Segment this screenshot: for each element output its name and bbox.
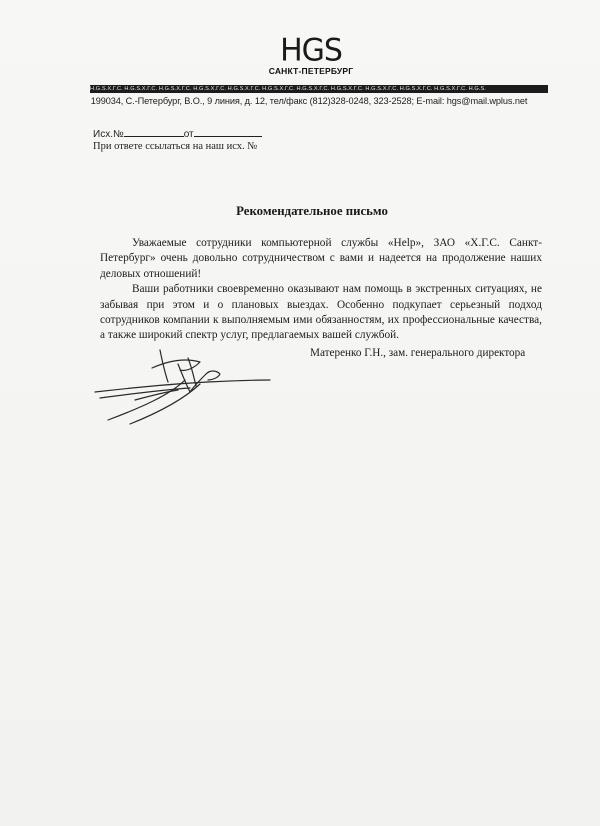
letterhead-band <box>90 85 548 93</box>
company-logo <box>0 32 600 76</box>
handwritten-signature <box>90 340 300 430</box>
outgoing-number-label: Исх.№ <box>93 129 124 140</box>
outgoing-reference-line <box>93 127 262 140</box>
outgoing-number-blank <box>124 127 184 137</box>
logo-city: САНКТ-ПЕТЕРБУРГ <box>268 66 354 76</box>
date-label: от <box>183 129 194 140</box>
letter-title: Рекомендательное письмо <box>236 204 388 218</box>
letterhead-band-text: H.G.S.X.Г.C. H.G.S.X.Г.C. H.G.S.X.Г.C. H.G.S.X.Г.C. H.G.S.X.Г.C. H.G.S.X.Г.C. H.G.S.X.Г.C. H.G.S.X.Г.C. H.G.S.X.Г.C. H.G.S.X.Г.C. H.G.S.X.Г.C. H.G.S. <box>90 86 486 92</box>
logo-wordmark: HGS <box>280 32 342 69</box>
date-blank <box>194 127 262 137</box>
letter-body <box>100 236 542 344</box>
company-address: 199034, С.-Петербург, В.О., 9 линия, д. 12, тел/факс (812)328-0248, 323-2528; E-mail: hgs@mail.wplus.net <box>90 96 528 106</box>
letter-paragraph-2: Ваши работники своевременно оказывают нам помощь в экстренных ситуациях, не забывая при этом и о плановых выездах. Особенно подкупает серьезный подход сотрудников компании к выполняемым ими обязанностям, их профессиональные качества, а также широкий спектр услуг, предлагаемых вашей службой. <box>100 283 542 342</box>
letter-paragraph-1: Уважаемые сотрудники компьютерной службы «Help», ЗАО «Х.Г.С. Санкт-Петербург» очень довольно сотрудничеством с вами и надеется на продолжение наших деловых отношений! <box>100 237 542 280</box>
reply-reference-note: При ответе ссылаться на наш исх. № <box>93 141 258 152</box>
signer-name: Матеренко Г.Н., зам. генерального директора <box>310 347 526 359</box>
